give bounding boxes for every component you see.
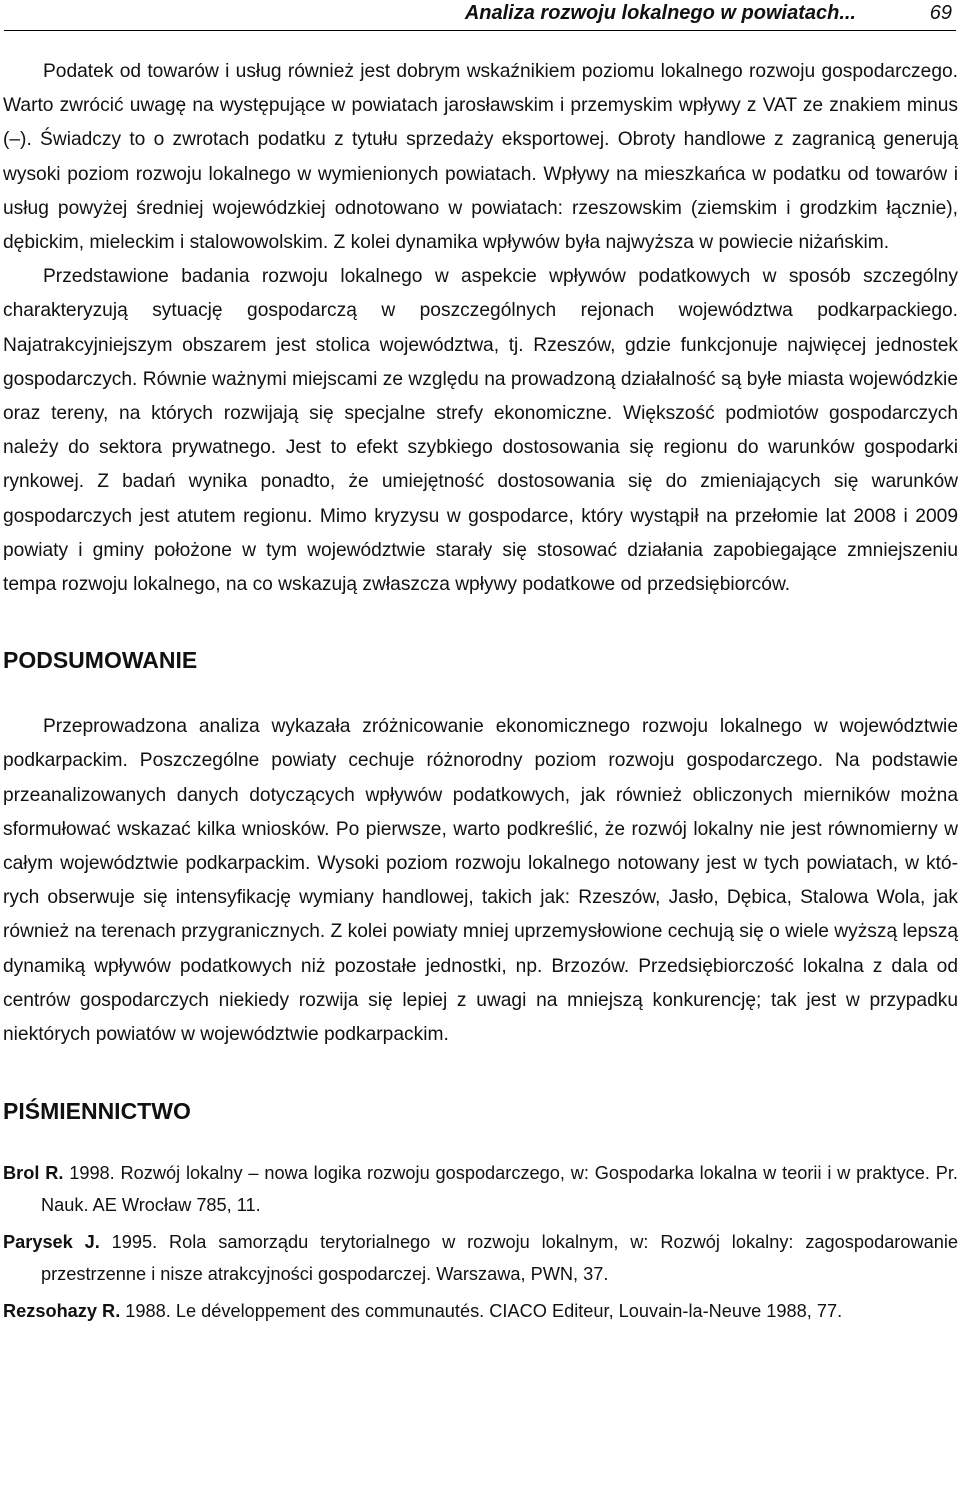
reference-list [3,1157,958,1327]
reference-author: Rezsohazy R. [3,1301,121,1322]
page-number: 69 [929,2,952,24]
body-paragraph: Przedstawione badania rozwoju lokalnego w aspekcie wpływów podatkowych w sposób szczególny charakteryzują sytuację gospodarczą w poszczególnych rejonach województwa podkarpackiego. Najatrakcyjniejszym obszarem jest stolica województwa, tj. Rzeszów, gdzie funkcjonuje najwięcej jednostek gospodarczych. Równie ważnymi miejscami ze względu na prowadzoną działalność są byłe miasta wojewódzkie oraz tereny, na których rozwijają się specjalne strefy ekonomiczne. Większość podmiotów gospodarczych należy do sektora prywatnego. Jest to efekt szybkiego dostosowania się regionu do warunków gospodarki rynkowej. Z badań wynika ponadto, że umiejętność dostosowania się do zmieniających się warunków gospodarczych jest atutem regionu. Mimo kryzysu w gospodarce, który wystąpił na przełomie lat 2008 i 2009 powiaty i gminy położone w tym województwie starały się stosować działania zapobiegające zmniejszeniu tempa rozwoju lokalnego, na co wskazują zwłaszcza wpływy podatkowe od przedsiębiorców. [3,266,958,596]
reference-item [3,1157,958,1221]
summary-paragraph: Przeprowadzona analiza wykazała zróżnicowanie ekonomicznego rozwoju lokalnego w województwie podkarpackim. Poszczególne powiaty cechuje różnorodny poziom rozwoju gospodarczego. Na podstawie przeanalizowanych danych dotyczących wpływów podatkowych, jak również obliczonych mierników można sformułować wskazać kilka wniosków. Po pierwsze, warto podkreślić, że rozwój lokalny nie jest równomierny w całym województwie podkarpackim. Wysoki poziom rozwoju lokalnego notowany jest w tych powiatach, w których obserwuje się intensyfikację wymiany handlowej, takich jak: Rzeszów, Jasło, Dębica, Stalowa Wola, jak również na terenach przygranicznych. Z kolei powiaty mniej uprzemysłowione cechują się o wiele wyższą lepszą dynamiką wpływów podatkowych niż pozostałe jednostki, np. Brzozów. Przedsiębiorczość lokalna z dala od centrów gospodarczych niekiedy rozwija się lepiej z uwagi na mniejszą konkurencję; tak jest w przypadku niektórych powiatów w województwie podkarpackim. [3,716,958,1046]
reference-author: Brol R. [3,1163,64,1184]
reference-item [3,1295,958,1327]
reference-author: Parysek J. [3,1232,100,1253]
summary-heading: PODSUMOWANIE [3,647,198,674]
running-title: Analiza rozwoju lokalnego w powiatach... [464,2,856,24]
body-paragraph: Podatek od towarów i usług również jest dobrym wskaźnikiem poziomu lokalnego rozwoju gospodarczego. Warto zwrócić uwagę na występujące w powiatach jarosławskim i przemyskim wpływy z VAT ze znakiem minus (–). Świadczy to o zwrotach podatku z tytułu sprzedaży eksportowej. Obroty handlowe z zagranicą generują wysoki poziom rozwoju lokalnego w wymienionych powiatach. Wpływy na mieszkańca w podatku od towarów i usług powyżej średniej wojewódzkiej odnotowano w powiatach: rzeszowskim (ziemskim i grodzkim łącznie), dębickim, mieleckim i stalowowolskim. Z kolei dynamika wpływów była najwyższa w powiecie niżańskim. [3,61,958,254]
running-header [4,0,956,31]
reference-text: 1995. Rola samorządu terytorialnego w rozwoju lokalnym, w: Rozwój lokalny: zagospodarowanie przestrzenne i nisze atrakcyjności gospodarczej. Warszawa, PWN, 37. [41,1232,959,1285]
references-heading: PIŚMIENNICTWO [3,1098,191,1125]
main-content [3,55,958,1332]
reference-text: 1998. Rozwój lokalny – nowa logika rozwoju gospodarczego, w: Gospodarka lokalna w teorii i w praktyce. Pr. Nauk. AE Wrocław 785, 11. [41,1163,958,1216]
reference-item [3,1226,958,1290]
reference-text: 1988. Le développement des communautés. CIACO Editeur, Louvain-la-Neuve 1988, 77. [120,1301,843,1322]
